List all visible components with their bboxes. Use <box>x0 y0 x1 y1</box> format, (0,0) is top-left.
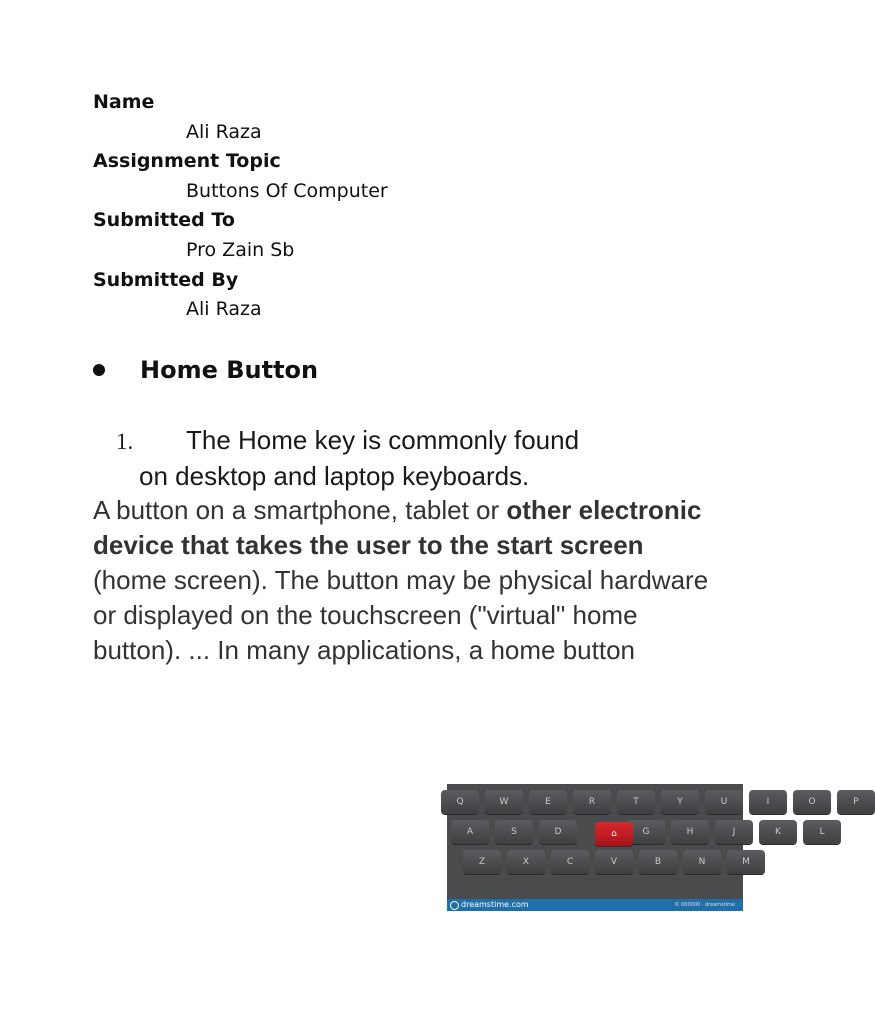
keyboard-key: K <box>759 820 797 844</box>
keyboard-key: N <box>683 850 721 874</box>
keyboard-photo <box>447 784 859 911</box>
watermark-code: © 000000 · dreamstime <box>674 902 735 908</box>
submitted-by-value: Ali Raza <box>186 298 262 321</box>
dreamstime-logo-icon <box>450 901 459 910</box>
section-heading-text: Home Button <box>140 356 319 384</box>
name-value: Ali Raza <box>186 120 262 143</box>
keyboard-key: O <box>793 790 831 814</box>
keyboard-key: G <box>627 820 665 844</box>
keyboard-key: Y <box>661 790 699 814</box>
keyboard-key: J <box>715 820 753 844</box>
keyboard-key: V <box>595 850 633 874</box>
keyboard-key: Z <box>463 850 501 874</box>
keyboard-key: Q <box>441 790 479 814</box>
keyboard-key: X <box>507 850 545 874</box>
list-number: 1. <box>116 429 134 454</box>
submitted-to-value: Pro Zain Sb <box>186 238 295 261</box>
submitted-to-label: Submitted To <box>93 209 235 232</box>
assignment-topic-value: Buttons Of Computer <box>186 179 388 202</box>
cover-info <box>93 88 388 325</box>
section-heading <box>93 356 318 384</box>
keyboard-key: S <box>495 820 533 844</box>
keyboard-key: P <box>837 790 875 814</box>
paragraph-bold-text: other electronic device that takes the user to the start screen <box>93 495 702 561</box>
home-key: ⌂ <box>595 822 633 846</box>
name-label: Name <box>93 91 155 113</box>
submitted-by-label: Submitted By <box>93 268 239 291</box>
numbered-list-item <box>116 423 716 493</box>
body-paragraph <box>93 493 713 668</box>
bullet-icon <box>93 364 105 376</box>
list-line-2: on desktop and laptop keyboards. <box>139 461 530 491</box>
keyboard-key: W <box>485 790 523 814</box>
keyboard-key: I <box>749 790 787 814</box>
keyboard-key: T <box>617 790 655 814</box>
watermark-brand: dreamstime.com <box>461 900 529 909</box>
paragraph-text-2: (home screen). The button may be physical hardware or displayed on the touchscreen ("virtual" home button). ... In many applications, a home button <box>93 565 709 666</box>
keyboard-key: M <box>727 850 765 874</box>
watermark-bar <box>447 899 743 911</box>
list-line-1: The Home key is commonly found <box>186 425 580 455</box>
keyboard-key: E <box>529 790 567 814</box>
keyboard-key: B <box>639 850 677 874</box>
keyboard-key: H <box>671 820 709 844</box>
keyboard-key: A <box>451 820 489 844</box>
keyboard-key: U <box>705 790 743 814</box>
assignment-topic-label: Assignment Topic <box>93 150 281 173</box>
keyboard-key: C <box>551 850 589 874</box>
keyboard-key: R <box>573 790 611 814</box>
paragraph-text-1: A button on a smartphone, tablet or <box>93 495 507 525</box>
keyboard-key: L <box>803 820 841 844</box>
keyboard-key: D <box>539 820 577 844</box>
